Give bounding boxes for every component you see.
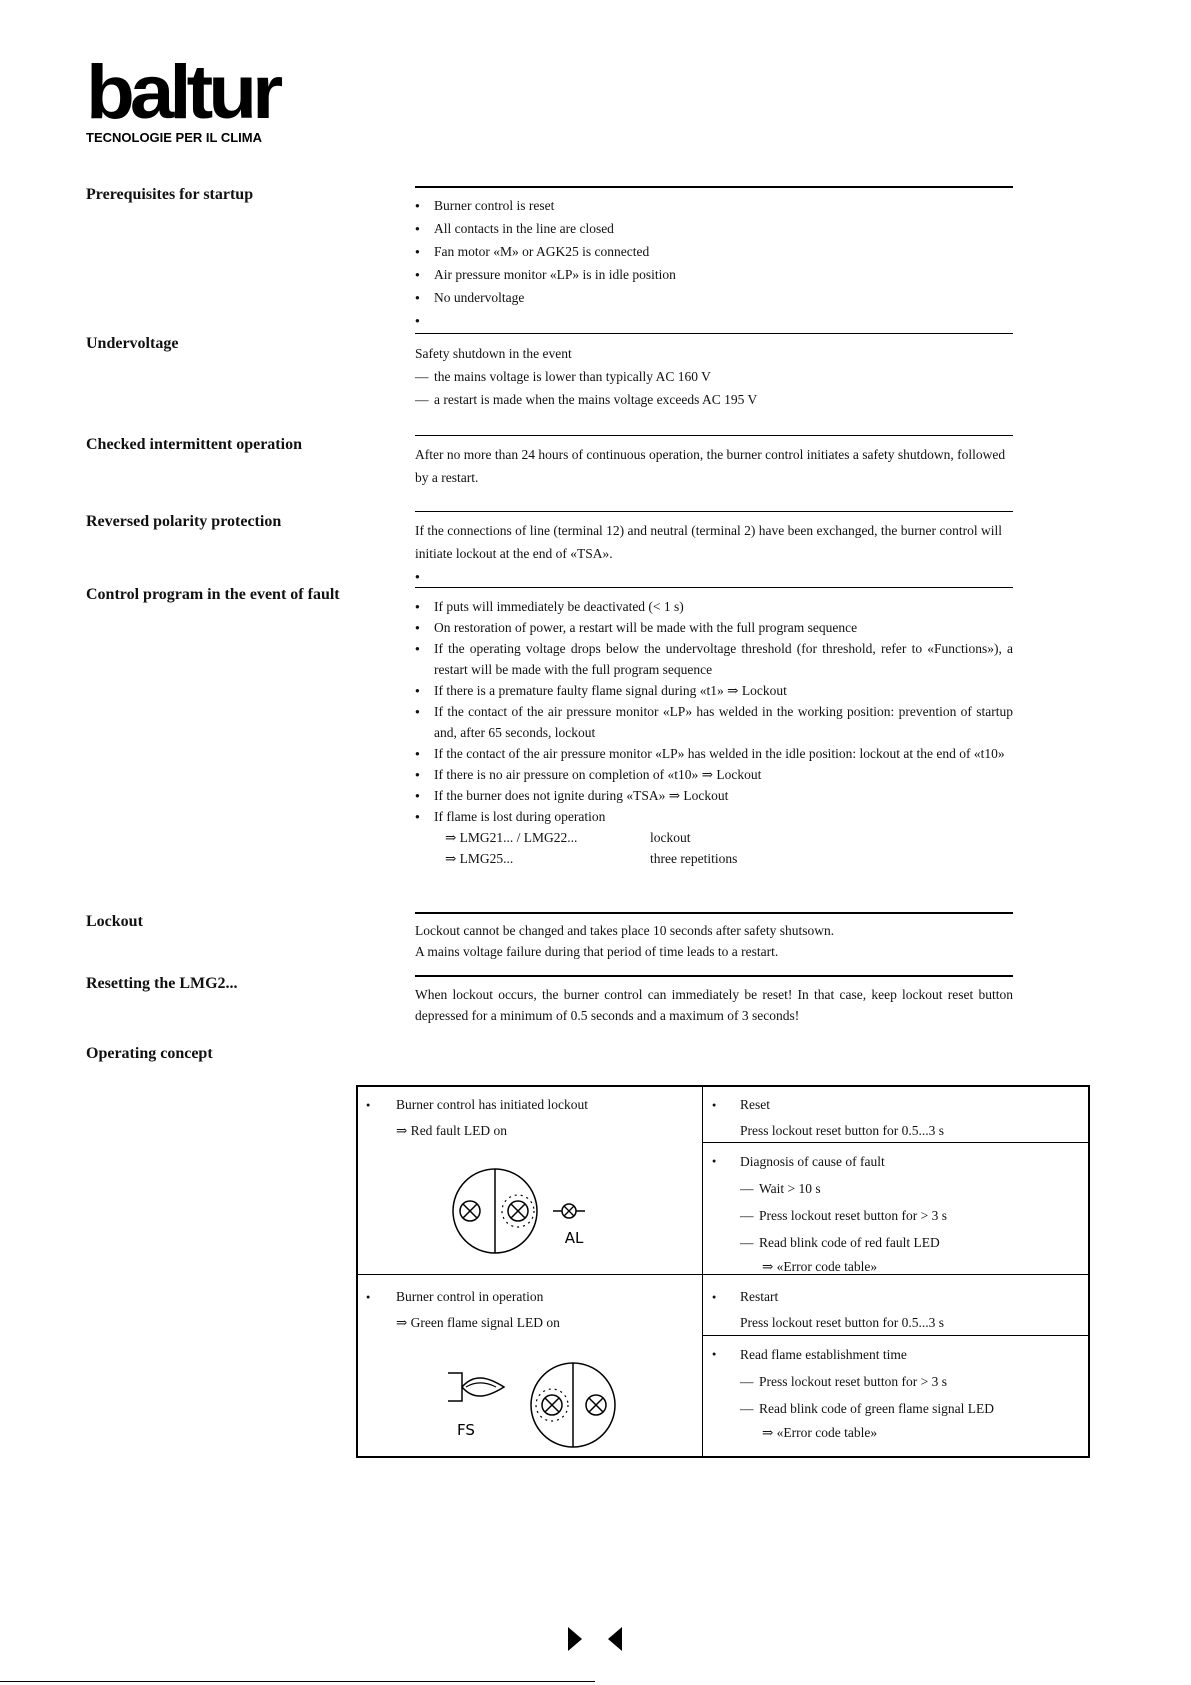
list-item: ● If puts will immediately be deactivated (< 1 s) bbox=[415, 596, 1013, 617]
blinking-led-icon bbox=[502, 1195, 534, 1227]
divider bbox=[415, 912, 1013, 914]
cell-title: ● Restart bbox=[712, 1284, 1082, 1310]
next-arrow-icon[interactable] bbox=[568, 1627, 582, 1651]
list-item: ● If flame is lost during operation bbox=[415, 806, 1013, 827]
sub-result: lockout bbox=[650, 830, 691, 845]
cell-sub: ⇒ Red fault LED on bbox=[396, 1123, 508, 1138]
heading-resetting: Resetting the LMG2... bbox=[86, 975, 238, 992]
list-item: ● If the burner does not ignite during «TSA» ⇒ Lockout bbox=[415, 785, 1013, 806]
lockout-line: A mains voltage failure during that period of time leads to a restart. bbox=[415, 944, 779, 959]
sub-result: three repetitions bbox=[650, 851, 738, 866]
blinking-led-icon bbox=[536, 1389, 568, 1421]
cell-restart bbox=[712, 1284, 1082, 1336]
lamp-icon bbox=[460, 1201, 480, 1221]
heading-checked: Checked intermittent operation bbox=[86, 436, 302, 453]
cell-diagnosis bbox=[712, 1148, 1082, 1278]
list-item: — the mains voltage is lower than typically AC 160 V bbox=[415, 365, 1013, 388]
list-item: ● Fan motor «M» or AGK25 is connected bbox=[415, 240, 1013, 263]
step: — Read blink code of green flame signal LED bbox=[740, 1395, 1087, 1422]
sub-model: ⇒ LMG25... bbox=[445, 851, 514, 866]
divider bbox=[415, 511, 1013, 512]
step: — Read blink code of red fault LED bbox=[740, 1229, 1082, 1256]
heading-prerequisites: Prerequisites for startup bbox=[86, 186, 254, 203]
flame-icon bbox=[448, 1373, 504, 1401]
list-item: ● If the contact of the air pressure monitor «LP» has welded in the working position: prevention of startup and, after 65 seconds, lockout bbox=[415, 701, 1013, 743]
sub-row bbox=[415, 848, 1013, 869]
list-item: ● On restoration of power, a restart will be made with the full program sequence bbox=[415, 617, 1013, 638]
cell-lockout bbox=[366, 1092, 696, 1144]
divider bbox=[415, 975, 1013, 977]
lamp-icon bbox=[586, 1395, 606, 1415]
polarity-paragraph: If the connections of line (terminal 12) and neutral (terminal 2) have been exchanged, the burner control will initiate lockout at the end of «TSA». bbox=[415, 523, 1003, 561]
cell-title: ● Reset bbox=[712, 1092, 1082, 1118]
undervoltage-intro: Safety shutdown in the event bbox=[415, 346, 572, 361]
cell-reset bbox=[712, 1092, 1082, 1144]
list-item: ● If there is no air pressure on completion of «t10» ⇒ Lockout bbox=[415, 764, 1013, 785]
flame-label: FS bbox=[457, 1421, 475, 1439]
step: — Press lockout reset button for > 3 s bbox=[740, 1368, 1087, 1395]
polarity-text bbox=[415, 519, 1013, 588]
cell-title: ● Burner control has initiated lockout bbox=[366, 1092, 696, 1118]
cell-title: ● Diagnosis of cause of fault bbox=[712, 1148, 1082, 1175]
brand-tagline: TECNOLOGIE PER IL CLIMA bbox=[86, 130, 262, 145]
undervoltage-text bbox=[415, 342, 1013, 411]
step: — Wait > 10 s bbox=[740, 1175, 1082, 1202]
list-item: — a restart is made when the mains voltage exceeds AC 195 V bbox=[415, 388, 1013, 411]
led-label: AL bbox=[564, 1229, 584, 1247]
list-item: ● Burner control is reset bbox=[415, 194, 1013, 217]
lockout-line: Lockout cannot be changed and takes place 10 seconds after safety shutsown. bbox=[415, 923, 835, 938]
list-item: ● If the contact of the air pressure monitor «LP» has welded in the idle position: lockout at the end of «t10» bbox=[415, 743, 1013, 764]
step: — Press lockout reset button for > 3 s bbox=[740, 1202, 1082, 1229]
heading-polarity: Reversed polarity protection bbox=[86, 513, 282, 530]
footer-rule bbox=[0, 1681, 595, 1682]
sub-row bbox=[415, 827, 1013, 848]
list-item: ● If there is a premature faulty flame signal during «t1» ⇒ Lockout bbox=[415, 680, 1013, 701]
resetting-text: When lockout occurs, the burner control can immediately be reset! In that case, keep lockout reset button depressed for a minimum of 0.5 seconds and a maximum of 3 seconds! bbox=[415, 987, 1013, 1023]
heading-undervoltage: Undervoltage bbox=[86, 335, 179, 352]
divider bbox=[415, 587, 1013, 588]
heading-operating: Operating concept bbox=[86, 1045, 213, 1062]
cell-sub: ⇒ Green flame signal LED on bbox=[396, 1315, 560, 1330]
cell-title: ● Burner control in operation bbox=[366, 1284, 696, 1310]
cell-flame bbox=[712, 1341, 1087, 1444]
brand-logo bbox=[86, 49, 296, 145]
checked-text: After no more than 24 hours of continuous operation, the burner control initiates a safety shutdown, followed by a restart. bbox=[415, 447, 1006, 485]
cell-ref: ⇒ «Error code table» bbox=[762, 1259, 878, 1274]
divider bbox=[415, 435, 1013, 436]
page-navigation bbox=[566, 1625, 630, 1653]
sub-model: ⇒ LMG21... / LMG22... bbox=[445, 830, 578, 845]
green-flame-led-diagram bbox=[440, 1355, 630, 1455]
list-item: ● No undervoltage bbox=[415, 286, 1013, 309]
list-item: ● Air pressure monitor «LP» is in idle position bbox=[415, 263, 1013, 286]
divider bbox=[415, 333, 1013, 334]
previous-arrow-icon[interactable] bbox=[608, 1627, 622, 1651]
brand-name: baltur bbox=[86, 49, 279, 135]
list-item: ● All contacts in the line are closed bbox=[415, 217, 1013, 240]
heading-lockout: Lockout bbox=[86, 913, 143, 930]
led-symbol-icon bbox=[553, 1204, 585, 1218]
list-item: ● If the operating voltage drops below the undervoltage threshold (for threshold, refer to «Functions»), a restart will be made with the full program sequence bbox=[415, 638, 1013, 680]
red-fault-led-diagram bbox=[440, 1163, 630, 1263]
fault-list bbox=[415, 596, 1013, 869]
prerequisites-list bbox=[415, 194, 1013, 332]
cell-operation bbox=[366, 1284, 696, 1336]
cell-text: Press lockout reset button for 0.5...3 s bbox=[740, 1123, 944, 1138]
lockout-text bbox=[415, 920, 1013, 962]
cell-title: ● Read flame establishment time bbox=[712, 1341, 1087, 1368]
table-divider bbox=[702, 1085, 703, 1458]
list-item-empty bbox=[415, 565, 1013, 588]
list-item-empty bbox=[415, 309, 1013, 332]
cell-text: Press lockout reset button for 0.5...3 s bbox=[740, 1315, 944, 1330]
divider bbox=[415, 186, 1013, 188]
heading-fault: Control program in the event of fault bbox=[86, 586, 340, 603]
cell-ref: ⇒ «Error code table» bbox=[762, 1425, 878, 1440]
